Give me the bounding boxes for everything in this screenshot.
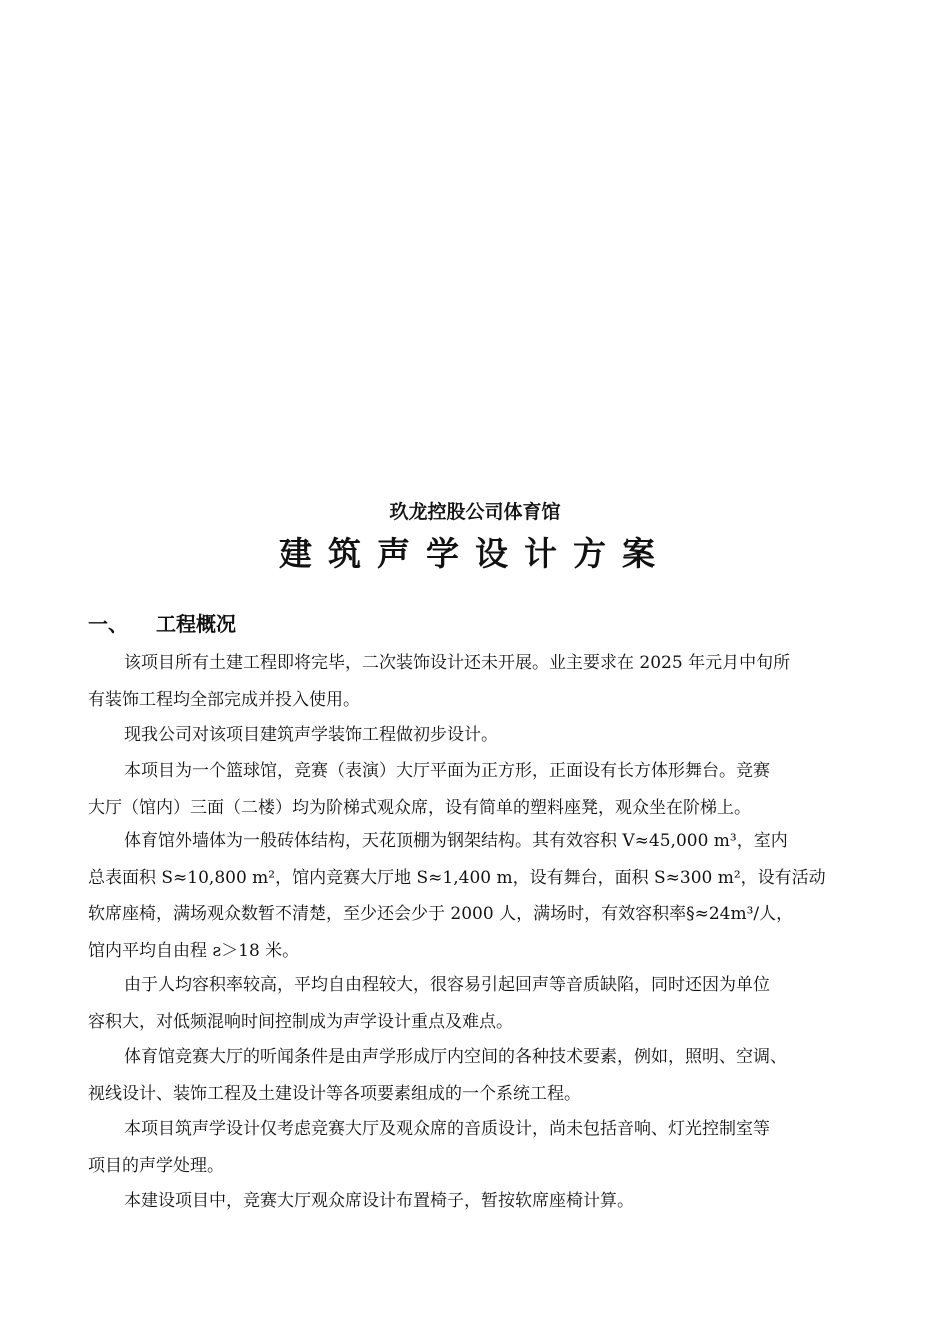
paragraph-line: 本建设项目中，竞赛大厅观众席设计布置椅子，暂按软席座椅计算。 (124, 1191, 634, 1211)
paragraph (88, 1183, 878, 1220)
company-name: 玖龙控股公司体育馆 (389, 501, 561, 523)
paragraph-line: 软席座椅，满场观众数暂不清楚，至少还会少于 2000 人，满场时，有效容积率§≈24m³/人， (88, 904, 794, 924)
document-title: 建筑声学设计方案 (279, 534, 671, 573)
section-heading (88, 608, 236, 637)
paragraph (88, 1111, 878, 1184)
paragraph-line: 视线设计、装饰工程及土建设计等各项要素组成的一个系统工程。 (88, 1083, 581, 1104)
paragraph (88, 645, 878, 718)
paragraph-line: 容积大，对低频混响时间控制成为声学设计重点及难点。 (88, 1011, 513, 1032)
section-title: 工程概况 (156, 612, 236, 636)
paragraph (88, 823, 878, 969)
paragraph-line: 体育馆外墙体为一般砖体结构，天花顶棚为钢架结构。其有效容积 V≈45,000 m³，室内 (124, 831, 788, 851)
paragraph (88, 967, 878, 1040)
paragraph (88, 1039, 878, 1112)
paragraph-line: 总表面积 S≈10,800 m²，馆内竞赛大厅地 S≈1,400 m，设有舞台，面积 S≈300 m²，设有活动 (88, 867, 826, 888)
section-number: 一、 (88, 612, 128, 636)
paragraph-line: 项目的声学处理。 (88, 1155, 224, 1176)
paragraph-line: 本项目筑声学设计仅考虑竞赛大厅及观众席的音质设计，尚未包括音响、灯光控制室等 (124, 1119, 770, 1139)
paragraph-line: 由于人均容积率较高，平均自由程较大，很容易引起回声等音质缺陷，同时还因为单位 (124, 975, 770, 995)
paragraph-line: 大厅（馆内）三面（二楼）均为阶梯式观众席，设有简单的塑料座凳，观众坐在阶梯上。 (88, 797, 751, 818)
paragraph (88, 753, 878, 826)
paragraph-line: 本项目为一个篮球馆，竞赛（表演）大厅平面为正方形，正面设有长方体形舞台。竞赛 (124, 761, 770, 781)
paragraph-line: 现我公司对该项目建筑声学装饰工程做初步设计。 (124, 725, 498, 745)
paragraph-line: 该项目所有土建工程即将完毕，二次装饰设计还未开展。业主要求在 2025 年元月中旬所 (124, 653, 791, 673)
paragraph (88, 717, 878, 754)
paragraph-line: 体育馆竞赛大厅的听闻条件是由声学形成厅内空间的各种技术要素，例如，照明、空调、 (124, 1047, 787, 1067)
paragraph-line: 有装饰工程均全部完成并投入使用。 (88, 689, 360, 710)
paragraph-line: 馆内平均自由程 ƨ＞18 米。 (88, 940, 300, 961)
